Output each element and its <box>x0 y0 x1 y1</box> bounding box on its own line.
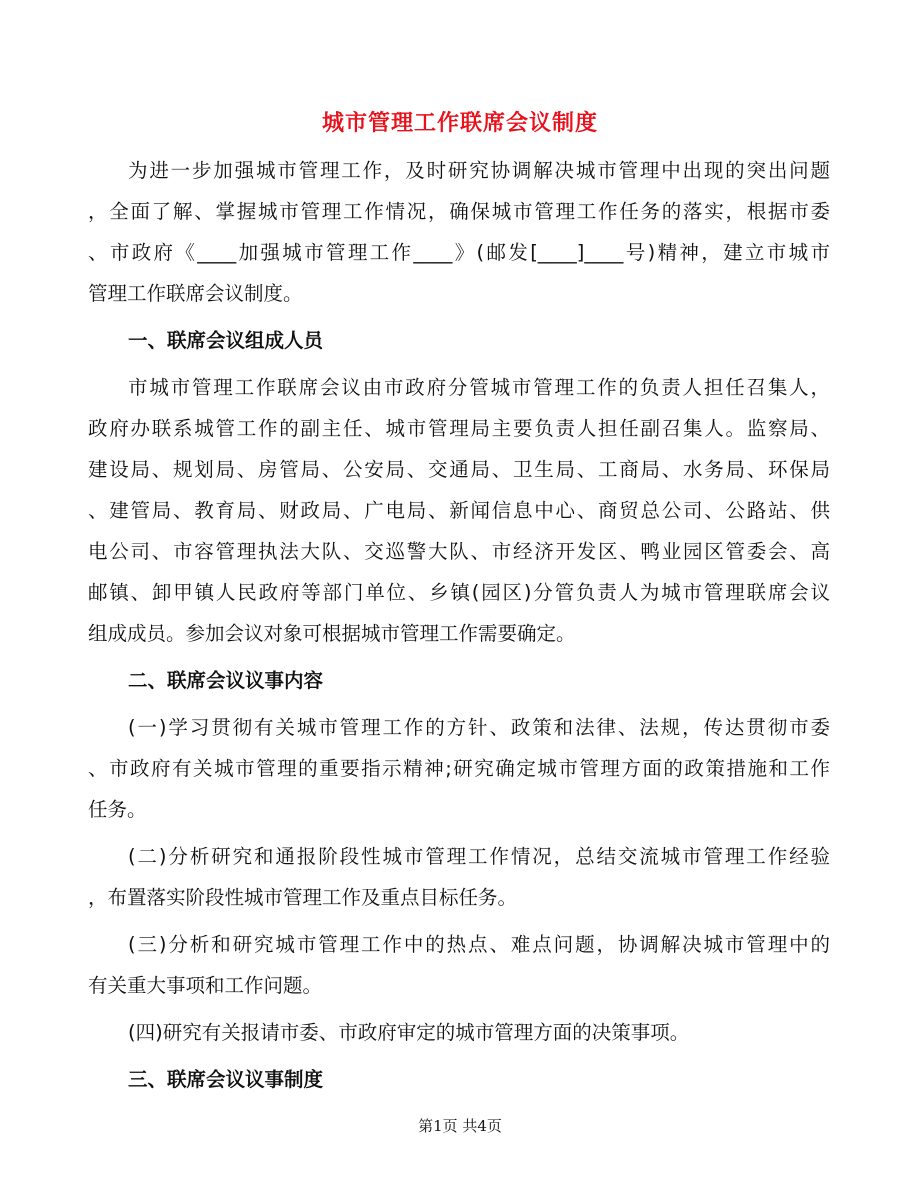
document-body <box>88 150 830 1100</box>
text-line: ，全面了解、掌握城市管理工作情况，确保城市管理工作任务的落实，根据市委 <box>88 200 830 223</box>
text-line: (二)分析研究和通报阶段性城市管理工作情况，总结交流城市管理工作经验 <box>128 845 830 868</box>
intro-paragraph <box>88 150 830 314</box>
page-number: 第1页 共4页 <box>418 1117 502 1135</box>
section-heading: 一、联席会议组成人员 <box>128 329 324 352</box>
text-line: 、建管局、教育局、财政局、广电局、新闻信息中心、商贸总公司、公路站、供 <box>88 499 830 522</box>
text-line: 、市政府有关城市管理的重要指示精神;研究确定城市管理方面的政策措施和工作 <box>88 757 830 780</box>
text-line: ，布置落实阶段性城市管理工作及重点目标任务。 <box>88 886 518 909</box>
section-heading: 三、联席会议议事制度 <box>128 1068 324 1091</box>
text-line: (一)学习贯彻有关城市管理工作的方针、政策和法律、法规，传达贯彻市委 <box>128 716 830 739</box>
text-line: (三)分析和研究城市管理工作中的热点、难点问题，协调解决城市管理中的 <box>128 933 830 956</box>
section-heading: 二、联席会议议事内容 <box>128 669 324 692</box>
text-line: 建设局、规划局、房管局、公安局、交通局、卫生局、工商局、水务局、环保局 <box>88 458 830 481</box>
section2-item <box>88 707 830 830</box>
text-line: 、市政府《____加强城市管理工作____》(邮发[____]____号)精神，建立市城市 <box>88 241 830 264</box>
text-line: 组成成员。参加会议对象可根据城市管理工作需要确定。 <box>88 622 576 645</box>
text-line: 政府办联系城管工作的副主任、城市管理局主要负责人担任副召集人。监察局、 <box>88 417 830 440</box>
document-title: 城市管理工作联席会议制度 <box>321 111 598 136</box>
text-line: 有关重大事项和工作问题。 <box>88 974 323 997</box>
text-line: 为进一步加强城市管理工作，及时研究协调解决城市管理中出现的突出问题 <box>128 159 830 182</box>
section1-paragraph <box>88 367 830 654</box>
section2-item <box>88 1012 830 1053</box>
section2-item <box>88 836 830 918</box>
text-line: 邮镇、卸甲镇人民政府等部门单位、乡镇(园区)分管负责人为城市管理联席会议 <box>88 581 830 604</box>
section2-item <box>88 924 830 1006</box>
text-line: 电公司、市容管理执法大队、交巡警大队、市经济开发区、鸭业园区管委会、高 <box>88 540 830 563</box>
text-line: 任务。 <box>88 798 147 821</box>
text-line: 管理工作联席会议制度。 <box>88 282 303 305</box>
text-line: 市城市管理工作联席会议由市政府分管城市管理工作的负责人担任召集人， <box>128 376 830 399</box>
text-line: (四)研究有关报请市委、市政府审定的城市管理方面的决策事项。 <box>128 1021 690 1044</box>
